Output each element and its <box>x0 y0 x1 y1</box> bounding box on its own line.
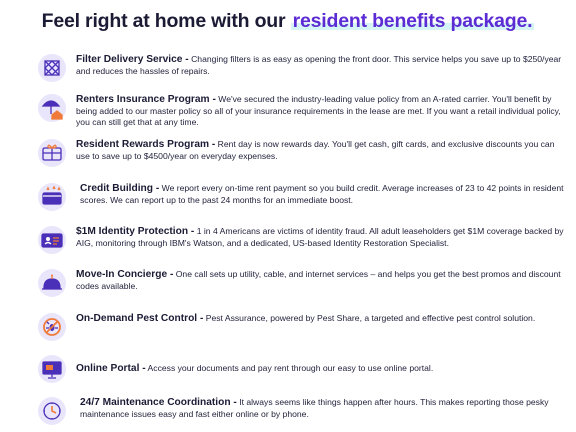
benefit-description: Changing filters is as easy as opening the front door. This service helps you save up to $250/year and reduces the hassles of repairs. <box>76 54 562 76</box>
gift-card-icon <box>38 139 66 167</box>
computer-monitor-icon <box>38 355 66 383</box>
benefit-title: 24/7 Maintenance Coordination - <box>80 397 237 408</box>
id-badge-icon <box>38 226 66 254</box>
clock-icon <box>38 397 66 425</box>
benefit-description: 1 in 4 Americans are victims of identity fraud. All adult leaseholders get $1M coverage backed by AIG, monitoring through IBM's Watson, and a dedicated, US-based Identity Restoration Specialist. <box>76 226 564 248</box>
benefit-description: Pest Assurance, powered by Pest Share, a targeted and effective pest control solution. <box>205 313 536 323</box>
benefit-title: Online Portal - <box>76 363 146 374</box>
benefit-text <box>76 226 568 249</box>
benefit-text <box>76 139 568 162</box>
benefit-title: Move-In Concierge - <box>76 269 174 280</box>
benefit-description: We report every on-time rent payment so you build credit. Average increases of 23 to 42 points in resident scores. We can report up to the past 24 months for an immediate boost. <box>80 183 564 205</box>
page-title <box>0 10 576 33</box>
benefit-description: One call sets up utility, cable, and internet services – and helps you get the best promos and discount codes available. <box>76 269 561 291</box>
umbrella-house-icon <box>38 94 66 122</box>
benefit-title: Resident Rewards Program - <box>76 139 216 150</box>
title-highlight: resident benefits package. <box>292 10 533 32</box>
credit-card-stars-icon <box>38 183 66 211</box>
benefit-description: We've secured the industry-leading value policy from an A-rated carrier. You'll benefit by being added to our master policy so all of your insurance requirements in the lease are met. If you want a retail individual policy, you can still get that at any time. <box>76 94 561 128</box>
benefit-title: $1M Identity Protection - <box>76 226 195 237</box>
benefit-description: Rent day is now rewards day. You'll get cash, gift cards, and exclusive discounts you can use to save up to $4500/year on everyday expenses. <box>76 139 555 161</box>
benefit-text <box>80 183 568 206</box>
benefit-text <box>80 397 568 420</box>
benefit-title: Renters Insurance Program - <box>76 94 216 105</box>
benefit-text <box>76 363 568 375</box>
title-prefix: Feel right at home with our <box>41 10 286 32</box>
benefit-text <box>76 269 568 292</box>
pest-control-icon <box>38 313 66 341</box>
benefit-description: It always seems like things happen after hours. This makes reporting those pesky maintenance issues easy and fast either online or by phone. <box>80 397 549 419</box>
benefit-title: On-Demand Pest Control - <box>76 313 204 324</box>
benefit-text <box>76 54 568 77</box>
benefit-description: Access your documents and pay rent through our easy to use online portal. <box>147 363 434 373</box>
air-filter-icon <box>38 54 66 82</box>
concierge-bell-icon <box>38 269 66 297</box>
benefit-text <box>76 94 568 129</box>
benefit-text <box>76 313 568 325</box>
benefit-title: Filter Delivery Service - <box>76 54 189 65</box>
benefit-title: Credit Building - <box>80 183 160 194</box>
